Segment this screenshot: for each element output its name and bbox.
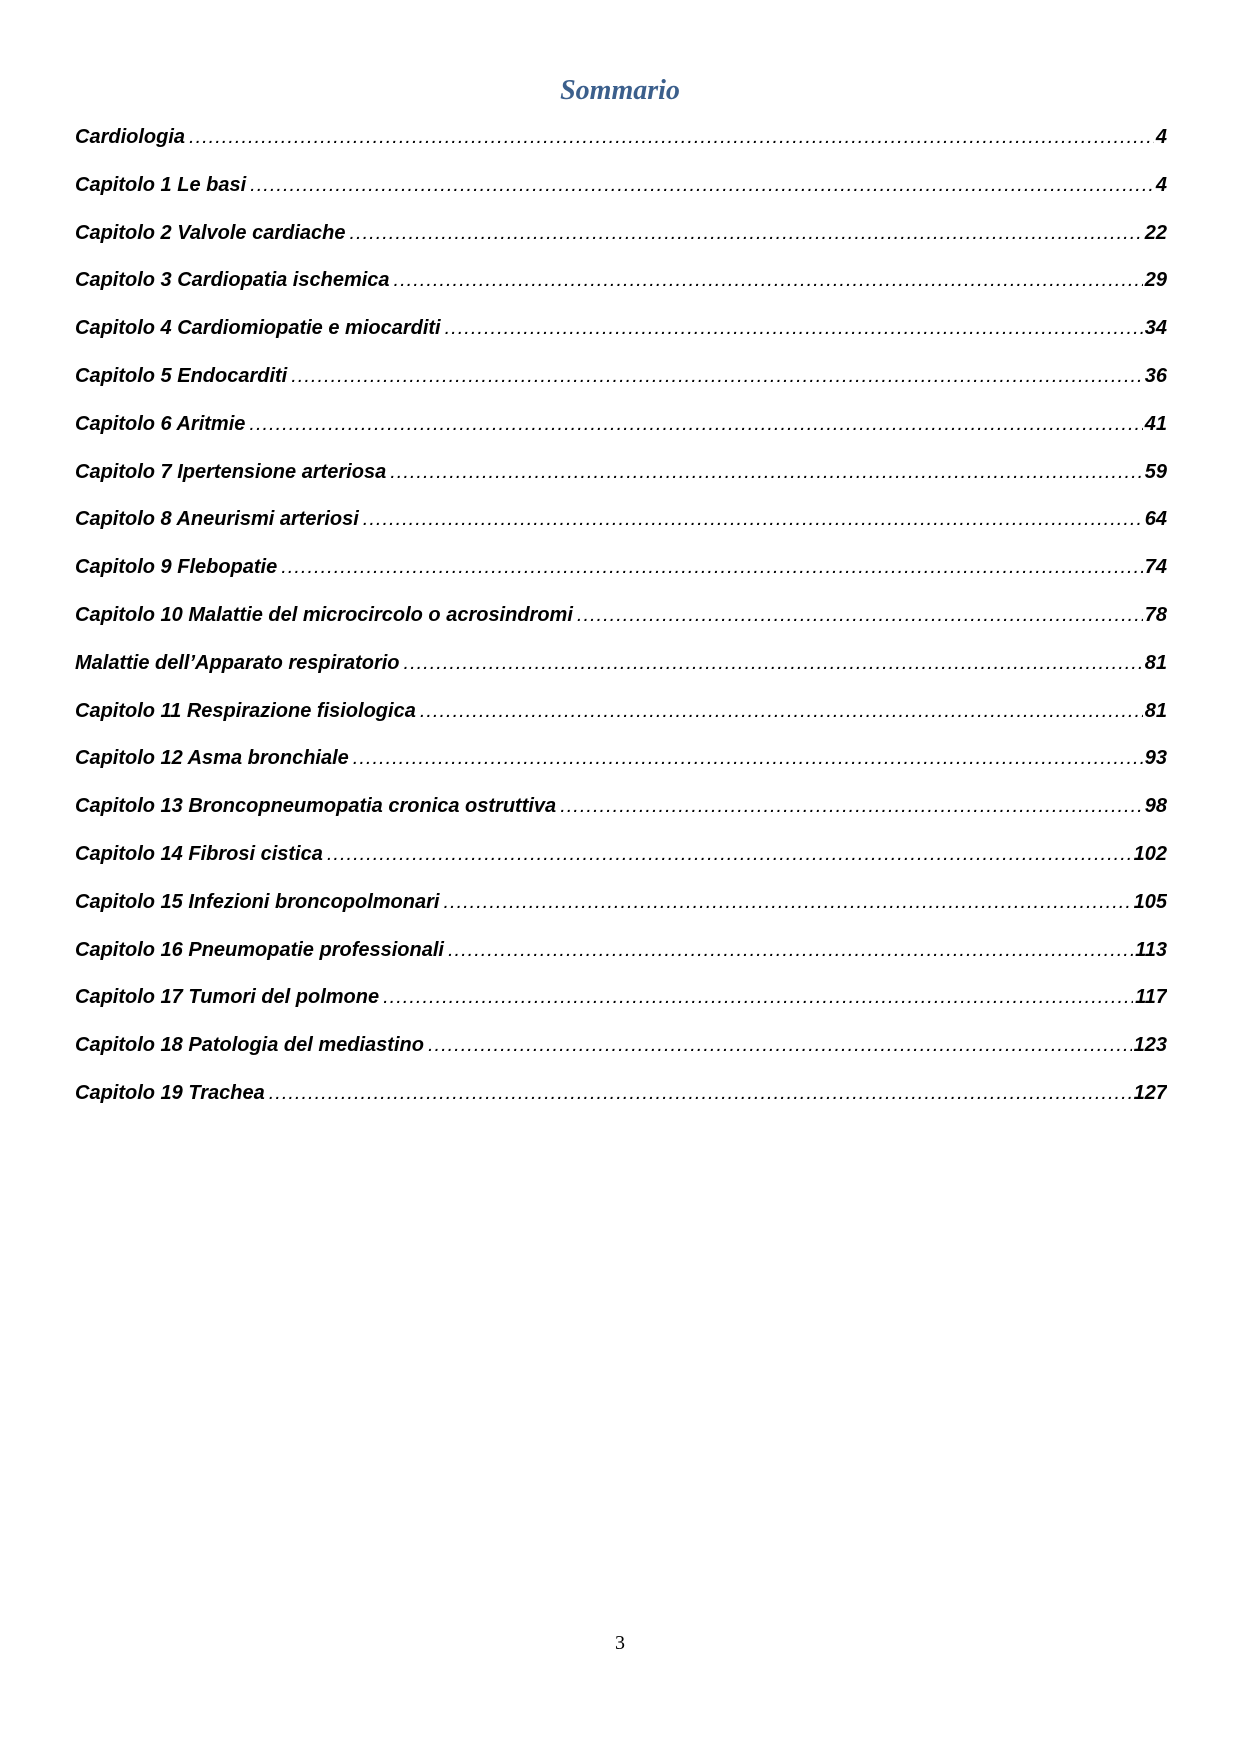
- toc-entry-page: 93: [1144, 747, 1167, 770]
- toc-dot-leader: [445, 316, 1143, 340]
- toc-dot-leader: [349, 221, 1142, 245]
- toc-entry-label: Capitolo 15 Infezioni broncopolmonari: [75, 890, 440, 913]
- toc-entry[interactable]: [75, 890, 1167, 938]
- toc-dot-leader: [428, 1033, 1132, 1057]
- toc-entry-label: Cardiologia: [75, 126, 186, 148]
- toc-entry[interactable]: [75, 268, 1167, 316]
- toc-dot-leader: [189, 125, 1154, 149]
- toc-entry[interactable]: [75, 316, 1167, 364]
- toc-entry-page: 81: [1144, 651, 1167, 674]
- toc-entry[interactable]: [75, 746, 1167, 794]
- toc-entry-page: 4: [1155, 173, 1167, 196]
- toc-entry-label: Capitolo 7 Ipertensione arteriosa: [75, 460, 387, 483]
- toc-entry[interactable]: [75, 603, 1167, 651]
- toc-entry-page: 64: [1144, 508, 1167, 531]
- toc-dot-leader: [577, 603, 1143, 627]
- toc-dot-leader: [390, 460, 1143, 484]
- page-number: 3: [615, 1632, 625, 1654]
- toc-entry-page: 29: [1144, 269, 1167, 292]
- toc-entry-page: 123: [1133, 1034, 1167, 1057]
- toc-entry[interactable]: [75, 364, 1167, 412]
- toc-entry-page: 74: [1144, 556, 1167, 579]
- toc-entry-page: 4: [1155, 126, 1167, 148]
- toc-entry-label: Capitolo 18 Patologia del mediastino: [75, 1034, 424, 1057]
- toc-entry-page: 41: [1144, 412, 1167, 435]
- toc-entry-page: 127: [1133, 1081, 1167, 1104]
- toc-entry-page: 34: [1144, 317, 1167, 340]
- toc-list: [75, 125, 1167, 1129]
- toc-entry[interactable]: [75, 1033, 1167, 1081]
- toc-entry-label: Capitolo 10 Malattie del microcircolo o acrosindromi: [75, 603, 573, 626]
- toc-dot-leader: [383, 985, 1133, 1009]
- toc-entry[interactable]: [75, 221, 1167, 269]
- toc-entry[interactable]: [75, 507, 1167, 555]
- toc-entry-label: Capitolo 11 Respirazione fisiologica: [75, 699, 416, 722]
- toc-entry[interactable]: [75, 460, 1167, 508]
- toc-entry-label: Capitolo 12 Asma bronchiale: [75, 747, 349, 770]
- toc-entry[interactable]: [75, 938, 1167, 986]
- toc-entry-label: Malattie dell’Apparato respiratorio: [75, 651, 400, 674]
- toc-dot-leader: [560, 794, 1143, 818]
- toc-entry-label: Capitolo 6 Aritmie: [75, 412, 246, 435]
- toc-entry-page: 36: [1144, 364, 1167, 387]
- toc-dot-leader: [394, 268, 1143, 292]
- toc-entry-label: Capitolo 4 Cardiomiopatie e miocarditi: [75, 317, 441, 340]
- toc-entry-label: Capitolo 3 Cardiopatia ischemica: [75, 269, 390, 292]
- toc-entry[interactable]: [75, 173, 1167, 221]
- toc-entry-label: Capitolo 19 Trachea: [75, 1081, 265, 1104]
- toc-entry-page: 22: [1144, 221, 1167, 244]
- toc-entry[interactable]: [75, 842, 1167, 890]
- toc-entry[interactable]: [75, 412, 1167, 460]
- toc-dot-leader: [448, 938, 1133, 962]
- toc-entry-page: 117: [1135, 986, 1167, 1009]
- toc-entry-page: 102: [1133, 842, 1167, 865]
- toc-entry-label: Capitolo 16 Pneumopatie professionali: [75, 938, 444, 961]
- toc-dot-leader: [404, 651, 1143, 675]
- toc-title: Sommario: [560, 75, 680, 106]
- toc-entry-label: Capitolo 9 Flebopatie: [75, 556, 278, 579]
- toc-entry-label: Capitolo 5 Endocarditi: [75, 364, 288, 387]
- toc-entry-label: Capitolo 2 Valvole cardiache: [75, 221, 346, 244]
- toc-dot-leader: [249, 412, 1142, 436]
- toc-entry[interactable]: [75, 699, 1167, 747]
- toc-entry[interactable]: [75, 555, 1167, 603]
- toc-dot-leader: [420, 699, 1143, 723]
- toc-dot-leader: [327, 842, 1132, 866]
- toc-dot-leader: [363, 507, 1143, 531]
- toc-entry-page: 78: [1144, 603, 1167, 626]
- toc-entry[interactable]: [75, 794, 1167, 842]
- toc-dot-leader: [291, 364, 1143, 388]
- toc-dot-leader: [250, 173, 1154, 197]
- toc-dot-leader: [443, 890, 1131, 914]
- toc-entry-page: 59: [1144, 460, 1167, 483]
- toc-entry[interactable]: [75, 985, 1167, 1033]
- toc-dot-leader: [269, 1081, 1132, 1105]
- toc-entry[interactable]: [75, 651, 1167, 699]
- toc-entry-label: Capitolo 1 Le basi: [75, 173, 247, 196]
- toc-dot-leader: [281, 555, 1143, 579]
- toc-entry-page: 105: [1133, 890, 1167, 913]
- toc-entry-label: Capitolo 8 Aneurismi arteriosi: [75, 508, 359, 531]
- toc-entry[interactable]: [75, 1081, 1167, 1129]
- toc-entry-label: Capitolo 14 Fibrosi cistica: [75, 842, 323, 865]
- toc-entry[interactable]: [75, 125, 1167, 173]
- toc-entry-page: 81: [1144, 699, 1167, 722]
- toc-dot-leader: [353, 746, 1143, 770]
- toc-entry-label: Capitolo 17 Tumori del polmone: [75, 986, 380, 1009]
- toc-entry-page: 113: [1135, 938, 1167, 961]
- toc-entry-label: Capitolo 13 Broncopneumopatia cronica ostruttiva: [75, 795, 557, 818]
- toc-entry-page: 98: [1144, 795, 1167, 818]
